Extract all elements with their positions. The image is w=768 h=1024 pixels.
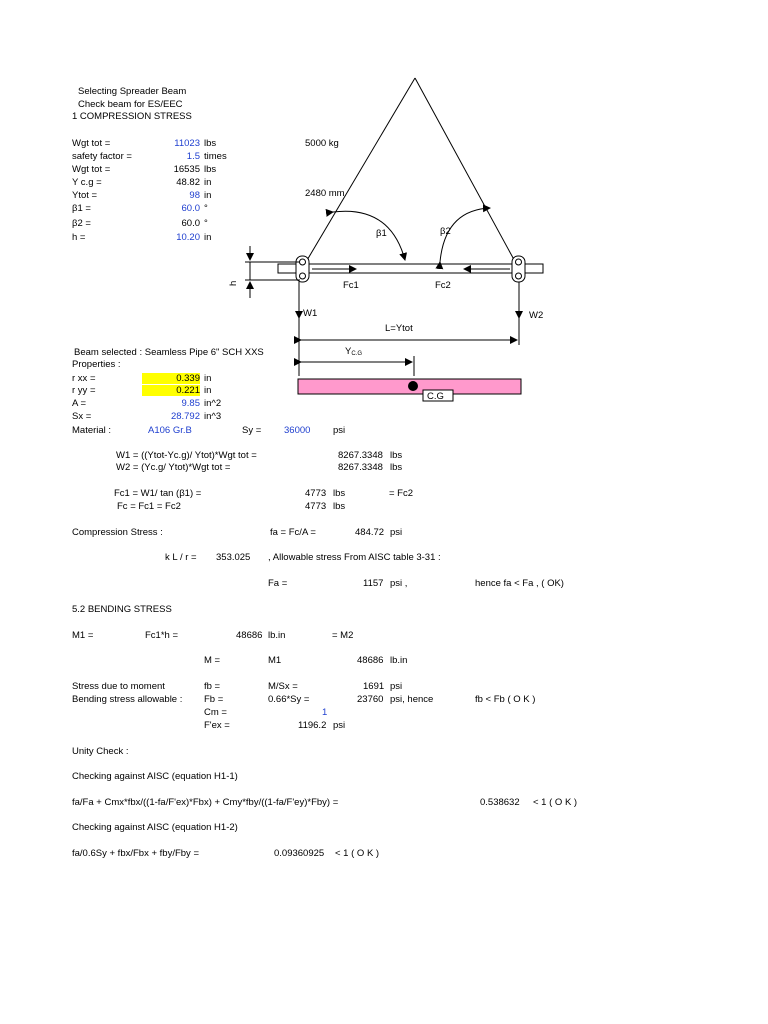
allowable-value: 1157	[363, 578, 384, 589]
fb-unit: psi	[390, 681, 403, 692]
input-label: Y c.g =	[72, 177, 102, 188]
input-unit: in	[204, 177, 212, 188]
fex-unit: psi	[333, 720, 346, 731]
w2-value: 8267.3348	[338, 462, 383, 473]
fc1-label: Fc1	[343, 280, 359, 291]
property-label: Sx =	[72, 411, 92, 422]
properties-heading: Properties :	[72, 359, 121, 370]
slenderness-value: 353.025	[216, 552, 251, 563]
property-label: r yy =	[72, 385, 96, 396]
h12-formula: fa/0.6Sy + fbx/Fbx + fby/Fby =	[72, 848, 199, 859]
input-label: β1 =	[72, 203, 91, 214]
property-label: r xx =	[72, 373, 96, 384]
left-shackle	[296, 256, 309, 282]
fb-value: 1691	[363, 681, 385, 692]
compression-formula: fa = Fc/A =	[270, 527, 316, 538]
property-value: 0.339	[142, 373, 200, 384]
moment-label: Stress due to moment	[72, 681, 165, 692]
fex-value: 1196.2	[298, 720, 327, 731]
w2-unit: lbs	[390, 462, 403, 473]
mass-note: 5000 kg	[305, 138, 339, 149]
h11-formula: fa/Fa + Cmx*fbx/((1-fa/F'ex)*Fbx) + Cmy*fby/((1-fa/F'ey)*Fby) =	[72, 797, 339, 808]
material-value: A106 Gr.B	[148, 425, 192, 436]
m-value: 48686	[357, 655, 384, 666]
right-sling	[415, 78, 518, 267]
bending-title: 5.2 BENDING STRESS	[72, 604, 172, 615]
input-unit: °	[204, 203, 208, 214]
doc-subtitle: Check beam for ES/EEC	[78, 99, 183, 110]
w1-label: W1	[303, 308, 318, 319]
input-value: 11023	[174, 138, 200, 149]
Fb-value: 23760	[357, 694, 384, 705]
allowable-note: hence fa < Fa , ( OK)	[475, 578, 564, 589]
w2-formula: W2 = (Yc.g/ Ytot)*Wgt tot =	[116, 462, 231, 473]
property-value: 9.85	[181, 398, 200, 409]
sy-label: Sy =	[242, 425, 262, 436]
input-value: 60.0	[181, 218, 200, 229]
w1-formula: W1 = ((Ytot-Yc.g)/ Ytot)*Wgt tot =	[116, 450, 257, 461]
input-unit: in	[204, 190, 212, 201]
h12-value: 0.09360925	[274, 848, 325, 859]
Fb-unit: psi, hence	[390, 694, 434, 705]
property-value: 0.221	[142, 385, 200, 396]
input-value: 16535	[173, 164, 200, 175]
ycg-label: YC.G	[345, 346, 363, 357]
beta1-label: β1	[376, 228, 387, 239]
m-ref: M1	[268, 655, 282, 666]
m1-formula: Fc1*h =	[145, 630, 179, 641]
slenderness-note: , Allowable stress From AISC table 3-31 :	[268, 552, 441, 563]
m-label: M =	[204, 655, 221, 666]
h11-note: < 1 ( O K )	[533, 797, 578, 808]
allowable-unit: psi ,	[390, 578, 408, 589]
doc-title: Selecting Spreader Beam	[78, 86, 187, 97]
fc2-label: Fc2	[435, 280, 451, 291]
property-unit: in^2	[204, 398, 222, 409]
h12-title: Checking against AISC (equation H1-2)	[72, 822, 238, 833]
fc-value: 4773	[305, 501, 327, 512]
fc1-formula: Fc1 = W1/ tan (β1) =	[114, 488, 202, 499]
input-value: 48.82	[176, 177, 200, 188]
property-label: A =	[72, 398, 86, 409]
allowable-label: Fa =	[268, 578, 288, 589]
fc1-note: = Fc2	[389, 488, 414, 499]
input-unit: times	[204, 151, 227, 162]
w1-value: 8267.3348	[338, 450, 383, 461]
cm-label: Cm =	[204, 707, 227, 718]
m1-note: = M2	[332, 630, 354, 641]
fc1-unit: lbs	[333, 488, 346, 499]
m1-unit: lb.in	[268, 630, 286, 641]
compression-value: 484.72	[355, 527, 385, 538]
fb-formula: M/Sx =	[268, 681, 298, 692]
sy-value: 36000	[284, 425, 311, 436]
input-value: 98	[189, 190, 200, 201]
input-label: Ytot =	[72, 190, 98, 201]
h-label: h	[228, 280, 239, 286]
beta1-arc-icon	[333, 211, 405, 260]
sy-unit: psi	[333, 425, 346, 436]
fb-label: fb =	[204, 681, 221, 692]
input-label: Wgt tot =	[72, 164, 111, 175]
fc-unit: lbs	[333, 501, 346, 512]
property-unit: in	[204, 385, 212, 396]
input-unit: lbs	[204, 138, 217, 149]
section-compression-title: 1 COMPRESSION STRESS	[72, 111, 192, 122]
bending-allowable-label: Bending stress allowable :	[72, 694, 183, 705]
m1-label: M1 =	[72, 630, 94, 641]
length-note: 2480 mm	[305, 188, 345, 199]
beta2-label: β2	[440, 226, 451, 237]
input-label: β2 =	[72, 218, 91, 229]
Fb-note: fb < Fb ( O K )	[475, 694, 536, 705]
input-label: Wgt tot =	[72, 138, 111, 149]
input-label: h =	[72, 232, 86, 243]
cg-marker	[408, 381, 418, 391]
input-value: 10.20	[176, 232, 200, 243]
cg-box-label: C.G	[427, 391, 444, 402]
m1-value: 48686	[236, 630, 263, 641]
input-unit: in	[204, 232, 212, 243]
fex-label: F'ex =	[204, 720, 230, 731]
h12-note: < 1 ( O K )	[335, 848, 380, 859]
beam-selected: Beam selected : Seamless Pipe 6" SCH XXS	[74, 347, 264, 358]
left-sling	[303, 78, 415, 267]
material-label: Material :	[72, 425, 112, 436]
h11-value: 0.538632	[480, 797, 520, 808]
Fb-label: Fb =	[204, 694, 224, 705]
fc-formula: Fc = Fc1 = Fc2	[117, 501, 181, 512]
length-label: L=Ytot	[385, 323, 413, 334]
h11-title: Checking against AISC (equation H1-1)	[72, 771, 238, 782]
compression-unit: psi	[390, 527, 403, 538]
input-value: 60.0	[181, 203, 200, 214]
input-unit: lbs	[204, 164, 217, 175]
w2-label: W2	[529, 310, 544, 321]
unity-title: Unity Check :	[72, 746, 129, 757]
fc1-value: 4773	[305, 488, 327, 499]
slenderness-label: k L / r =	[165, 552, 197, 563]
input-label: safety factor =	[72, 151, 132, 162]
cm-value: 1	[322, 707, 328, 718]
compression-label: Compression Stress :	[72, 527, 163, 538]
Fb-formula: 0.66*Sy =	[268, 694, 310, 705]
w1-unit: lbs	[390, 450, 403, 461]
m-unit: lb.in	[390, 655, 408, 666]
property-unit: in^3	[204, 411, 222, 422]
input-value: 1.5	[186, 151, 200, 162]
property-unit: in	[204, 373, 212, 384]
property-value: 28.792	[170, 411, 200, 422]
right-shackle	[512, 256, 525, 282]
input-unit: °	[204, 218, 208, 229]
